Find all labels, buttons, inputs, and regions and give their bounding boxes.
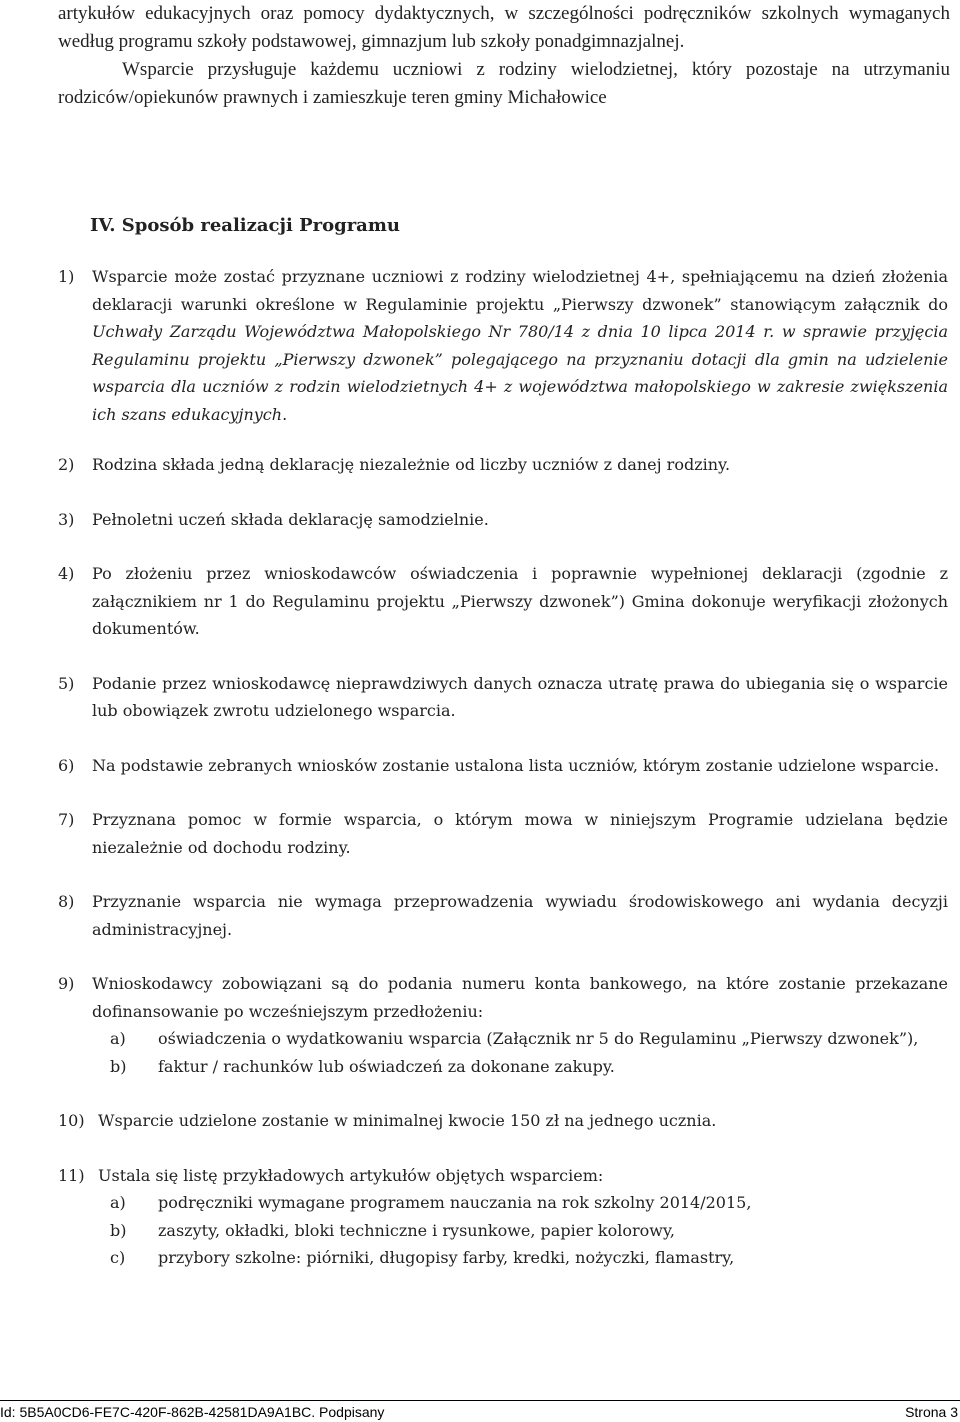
- item-text: Wsparcie może zostać przyznane uczniowi z rodziny wielodzietnej 4+, spełniającemu na dzień złożenia deklaracji warunki określone w Regulaminie projektu „Pierwszy dzwonek” stanowiącym załącznik do: [92, 267, 948, 314]
- sub-item-11a: [58, 1189, 948, 1217]
- item-number: 2): [58, 455, 75, 474]
- list-item-7: [58, 806, 948, 861]
- item-text: Po złożeniu przez wnioskodawców oświadczenia i poprawnie wypełnionej deklaracji (zgodnie z załącznikiem nr 1 do Regulaminu projektu „Pierwszy dzwonek”) Gmina dokonuje weryfikacji złożonych dokumentów.: [92, 564, 948, 638]
- item-text: Wnioskodawcy zobowiązani są do podania numeru konta bankowego, na które zostanie przekazane dofinansowanie po wcześniejszym przedłożeniu:: [92, 974, 948, 1021]
- sub-item-text: zaszyty, okładki, bloki techniczne i rysunkowe, papier kolorowy,: [158, 1220, 675, 1240]
- item-text: Ustala się listę przykładowych artykułów objętych wsparciem:: [98, 1165, 604, 1185]
- item-text: Podanie przez wnioskodawcę nieprawdziwych danych oznacza utratę prawa do ubiegania się o wsparcie lub obowiązek zwrotu udzielonego wsparcia.: [92, 673, 948, 720]
- item-text: Wsparcie udzielone zostanie w minimalnej kwocie 150 zł na jednego ucznia.: [98, 1111, 717, 1130]
- list-item-10: [58, 1107, 948, 1135]
- item-number: 5): [58, 673, 75, 693]
- intro-line-1: artykułów edukacyjnych oraz pomocy dydaktycznych, w szczególności podręczników szkolnych wymaganych według programu szkoły podstawowej, gimnazjum lub szkoły ponadgimnazjalnej.: [58, 3, 950, 52]
- sub-item-text: przybory szkolne: piórniki, długopisy farby, kredki, nożyczki, flamastry,: [158, 1248, 735, 1267]
- sub-item-11c: [58, 1244, 948, 1272]
- sub-item-text: oświadczenia o wydatkowaniu wsparcia (Załącznik nr 5 do Regulaminu „Pierwszy dzwonek”),: [158, 1029, 919, 1048]
- document-id: Id: 5B5A0CD6-FE7C-420F-862B-42581DA9A1BC. Podpisany: [0, 1404, 385, 1420]
- item-text: Przyznana pomoc w formie wsparcia, o którym mowa w niniejszym Programie udzielana będzie niezależnie od dochodu rodziny.: [92, 810, 948, 857]
- section-heading: IV. Sposób realizacji Programu: [90, 215, 400, 236]
- sub-item-9a: [58, 1025, 948, 1053]
- item-number: 9): [58, 974, 75, 993]
- sub-item-number: b): [110, 1220, 127, 1240]
- item-number: 11): [58, 1165, 85, 1185]
- list-item-8: [58, 888, 948, 943]
- item-number: 8): [58, 892, 75, 911]
- item-text: Rodzina składa jedną deklarację niezależnie od liczby uczniów z danej rodziny.: [92, 455, 731, 474]
- item-number: 3): [58, 509, 75, 529]
- list-item-5: [58, 670, 948, 725]
- page-footer: [0, 1400, 960, 1422]
- sub-item-9b: [58, 1053, 948, 1081]
- item-text: Pełnoletni uczeń składa deklarację samodzielnie.: [92, 509, 489, 529]
- item-number: 4): [58, 564, 75, 583]
- sub-item-number: b): [110, 1056, 127, 1076]
- section-body: [58, 263, 948, 1272]
- sub-item-number: a): [110, 1029, 126, 1048]
- list-item-3: [58, 506, 948, 534]
- page-number: Strona 3: [905, 1404, 958, 1420]
- list-item-1: [58, 263, 948, 428]
- list-item-6: [58, 752, 948, 780]
- item-text: Przyznanie wsparcia nie wymaga przeprowadzenia wywiadu środowiskowego ani wydania decyzji administracyjnej.: [92, 892, 948, 939]
- item-number: 7): [58, 810, 75, 829]
- sub-item-text: podręczniki wymagane programem nauczania na rok szkolny 2014/2015,: [158, 1193, 752, 1212]
- item-italic-text-2: w sprawie przyjęcia Regulaminu projektu „Pierwszy dzwonek” polegającego na przyznaniu dotacji dla gmin na udzielenie wsparcia dla uczniów z rodzin wielodzietnych 4+ z województwa małopolskiego w zakresie zwiększenia ich szans edukacyjnych: [92, 322, 949, 424]
- item-number: 10): [58, 1111, 85, 1130]
- list-item-4: [58, 560, 948, 643]
- list-item-2: [58, 451, 948, 479]
- list-item-11: [58, 1162, 948, 1190]
- sub-item-number: a): [110, 1193, 126, 1212]
- sub-item-number: c): [110, 1248, 126, 1267]
- item-number: 1): [58, 267, 75, 286]
- sub-item-text: faktur / rachunków lub oświadczeń za dokonane zakupy.: [158, 1056, 615, 1076]
- item-text: Na podstawie zebranych wniosków zostanie ustalona lista uczniów, którym zostanie udzielone wsparcie.: [92, 755, 940, 775]
- intro-line-2: Wsparcie przysługuje każdemu uczniowi z rodziny wielodzietnej, który pozostaje na utrzymaniu rodziców/opiekunów prawnych i zamieszkuje teren gminy Michałowice: [58, 59, 950, 108]
- item-number: 6): [58, 755, 75, 775]
- intro-paragraph: [58, 0, 950, 112]
- item-italic-text: Uchwały Zarządu Województwa Małopolskiego Nr 780/14 z dnia 10 lipca 2014 r.: [92, 322, 775, 341]
- sub-item-11b: [58, 1217, 948, 1245]
- item-text-end: .: [282, 404, 288, 424]
- list-item-9: [58, 970, 948, 1025]
